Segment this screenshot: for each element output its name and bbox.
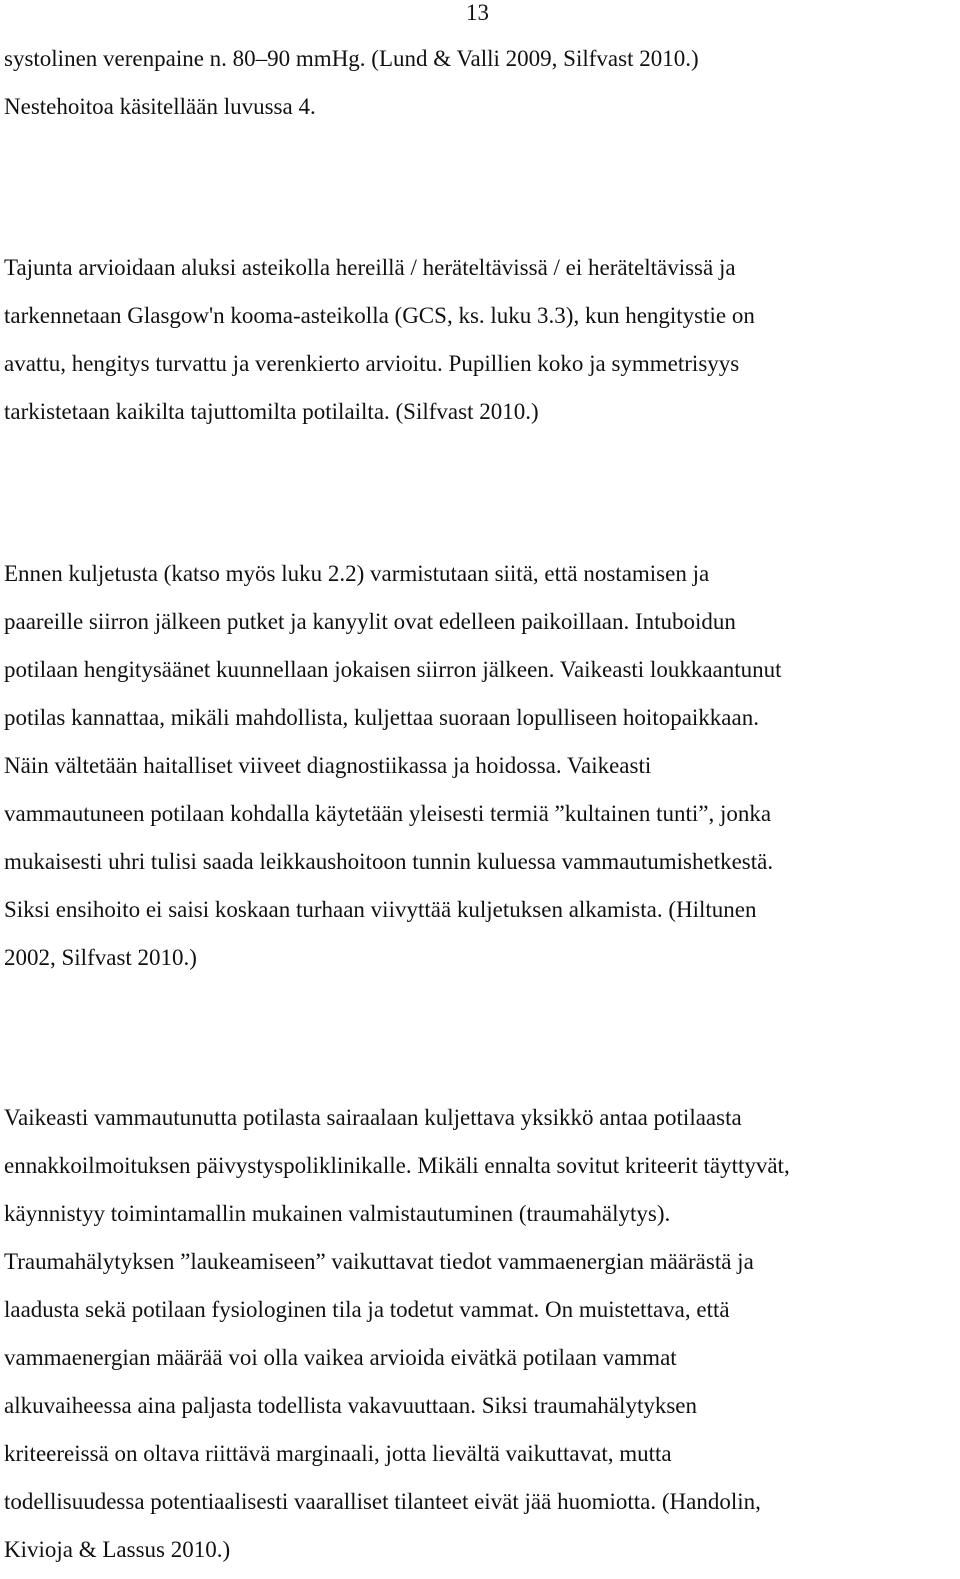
text-line: vammautuneen potilaan kohdalla käytetään yleisesti termiä ”kultainen tunti”, jonka [4, 801, 772, 826]
page-number: 13 [466, 0, 489, 25]
text-line: tarkistetaan kaikilta tajuttomilta potilailta. (Silfvast 2010.) [4, 399, 539, 424]
text-line: tarkennetaan Glasgow'n kooma-asteikolla (GCS, ks. luku 3.3), kun hengitystie on [4, 303, 755, 328]
text-line: Vaikeasti vammautunutta potilasta sairaalaan kuljettava yksikkö antaa potilaasta [4, 1105, 742, 1130]
text-line: Traumahälytyksen ”laukeamiseen” vaikuttavat tiedot vammaenergian määrästä ja [4, 1249, 754, 1274]
text-line: 2002, Silfvast 2010.) [4, 945, 197, 970]
text-line: todellisuudessa potentiaalisesti vaaralliset tilanteet eivät jää huomiotta. (Handolin, [4, 1489, 761, 1514]
text-line: Tajunta arvioidaan aluksi asteikolla hereillä / heräteltävissä / ei heräteltävissä ja [4, 255, 736, 280]
text-line: mukaisesti uhri tulisi saada leikkaushoitoon tunnin kuluessa vammautumishetkestä. [4, 849, 774, 874]
text-line: kriteereissä on oltava riittävä marginaali, jotta lievältä vaikuttavat, mutta [4, 1441, 672, 1466]
text-line: Kivioja & Lassus 2010.) [4, 1537, 231, 1562]
text-line: systolinen verenpaine n. 80–90 mmHg. (Lund & Valli 2009, Silfvast 2010.) [4, 46, 699, 71]
paragraph-2 [4, 244, 956, 436]
text-line: Siksi ensihoito ei saisi koskaan turhaan viivyttää kuljetuksen alkamista. (Hiltunen [4, 897, 757, 922]
text-line: Nestehoitoa käsitellään luvussa 4. [4, 94, 316, 119]
paragraph-3 [4, 550, 956, 982]
text-line: potilaan hengitysäänet kuunnellaan jokaisen siirron jälkeen. Vaikeasti loukkaantunut [4, 657, 782, 682]
text-line: paareille siirron jälkeen putket ja kanyylit ovat edelleen paikoillaan. Intuboidun [4, 609, 736, 634]
text-line: alkuvaiheessa aina paljasta todellista vakavuuttaan. Siksi traumahälytyksen [4, 1393, 697, 1418]
text-line: avattu, hengitys turvattu ja verenkierto arvioitu. Pupillien koko ja symmetrisyys [4, 351, 740, 376]
text-line: käynnistyy toimintamallin mukainen valmistautuminen (traumahälytys). [4, 1201, 671, 1226]
text-line: laadusta sekä potilaan fysiologinen tila ja todetut vammat. On muistettava, että [4, 1297, 730, 1322]
text-line: Näin vältetään haitalliset viiveet diagnostiikassa ja hoidossa. Vaikeasti [4, 753, 652, 778]
text-line: ennakkoilmoituksen päivystyspoliklinikalle. Mikäli ennalta sovitut kriteerit täyttyvät, [4, 1153, 790, 1178]
text-line: vammaenergian määrää voi olla vaikea arvioida eivätkä potilaan vammat [4, 1345, 677, 1370]
paragraph-1 [4, 35, 956, 131]
text-line: potilas kannattaa, mikäli mahdollista, kuljettaa suoraan lopulliseen hoitopaikkaan. [4, 705, 759, 730]
paragraph-4 [4, 1094, 956, 1574]
text-line: Ennen kuljetusta (katso myös luku 2.2) varmistutaan siitä, että nostamisen ja [4, 561, 710, 586]
